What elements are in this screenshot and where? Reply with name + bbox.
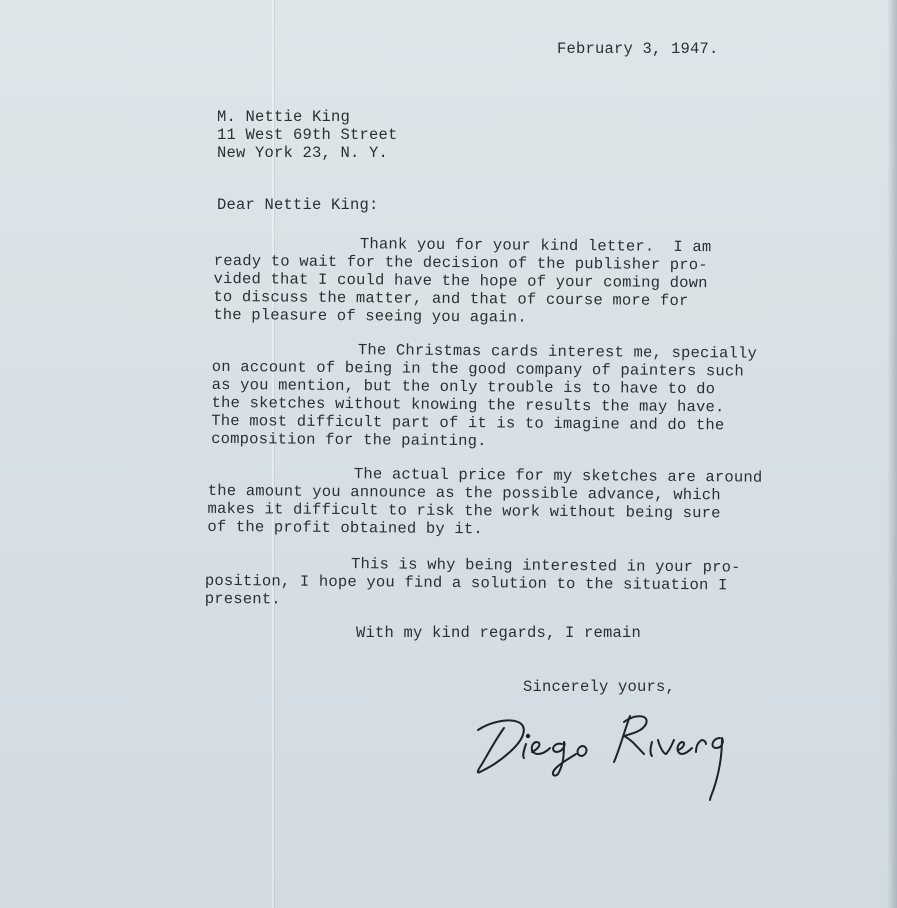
paragraph-line: the pleasure of seeing you again.	[213, 305, 527, 327]
paragraph-line: This is why being interested in your pro-	[351, 555, 741, 577]
paragraph-line: makes it difficult to risk the work without being sure	[207, 499, 721, 523]
paragraph-line: Thank you for your kind letter. I am	[359, 235, 712, 257]
paragraph-line: on account of being in the good company of painters such	[211, 357, 744, 381]
paragraph-line: to discuss the matter, and that of course more for	[213, 287, 689, 311]
address-line-street: 11 West 69th Street	[217, 126, 398, 144]
letter-date: February 3, 1947.	[557, 40, 719, 58]
paragraph-line: position, I hope you find a solution to the situation I	[204, 571, 728, 595]
address-line-city: New York 23, N. Y.	[217, 144, 389, 162]
paragraph-line: The most difficult part of it is to imagine and do the	[211, 411, 725, 435]
paragraph-line: the amount you announce as the possible advance, which	[207, 481, 721, 505]
paragraph-line: of the profit obtained by it.	[207, 517, 484, 539]
paragraph-line: The Christmas cards interest me, specially	[357, 341, 758, 363]
closing-sincerely: Sincerely yours,	[523, 678, 676, 696]
salutation: Dear Nettie King:	[217, 196, 379, 214]
paragraph-line: the sketches without knowing the results the may have.	[211, 393, 725, 417]
address-line-name: M. Nettie King	[217, 108, 351, 126]
paragraph-line: composition for the painting.	[211, 429, 487, 451]
paragraph-line: as you mention, but the only trouble is to have to do	[211, 375, 716, 399]
paragraph-line: vided that I could have the hope of your coming down	[213, 269, 708, 293]
paragraph-line: The actual price for my sketches are around	[353, 465, 763, 487]
signature-image	[474, 708, 736, 804]
page-edge-shadow	[887, 0, 897, 908]
paragraph-line: present.	[204, 589, 281, 609]
paragraph-line: ready to wait for the decision of the publisher pro-	[213, 251, 708, 275]
closing-regards: With my kind regards, I remain	[356, 624, 642, 642]
